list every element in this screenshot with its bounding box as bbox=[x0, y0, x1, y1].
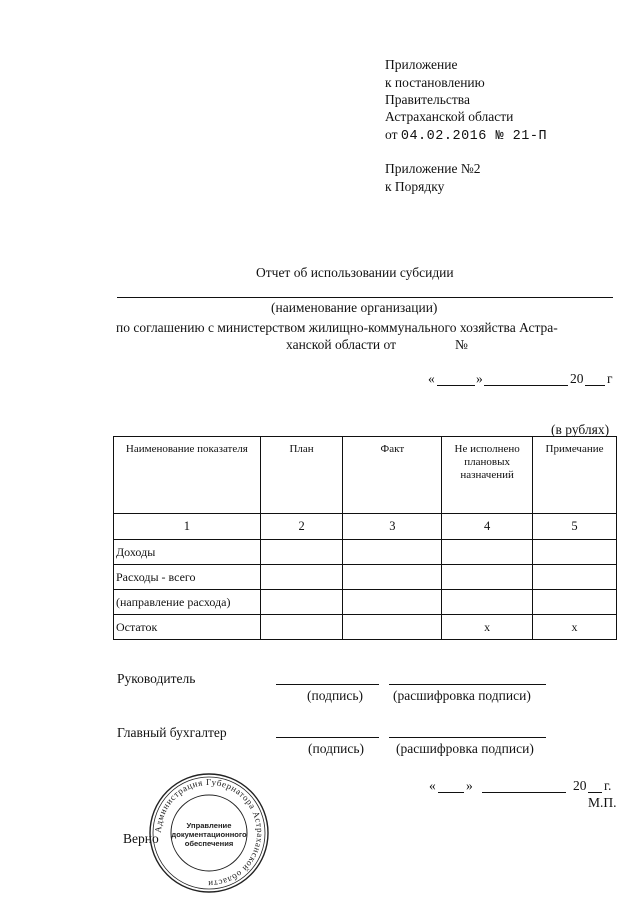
table-column-number: 2 bbox=[260, 514, 343, 540]
date-year-suffix: г bbox=[607, 371, 613, 386]
header-line-1: Приложение bbox=[385, 57, 458, 72]
table-header-cell: План bbox=[260, 437, 343, 514]
bottom-date-day-blank bbox=[438, 792, 464, 793]
stamp-center-line-2: документационного bbox=[171, 830, 247, 839]
table-cell bbox=[442, 565, 533, 590]
table-cell bbox=[533, 540, 617, 565]
date-day-blank bbox=[437, 385, 475, 386]
table-cell bbox=[442, 590, 533, 615]
table-column-number: 4 bbox=[442, 514, 533, 540]
table-header-cell: Не исполнено плановых назначений bbox=[442, 437, 533, 514]
date-year-blank bbox=[585, 385, 605, 386]
agreement-number-sign: № bbox=[455, 337, 468, 352]
date-month-blank bbox=[484, 385, 568, 386]
accountant-decode-line bbox=[389, 737, 546, 738]
row-label: (направление расхода) bbox=[114, 590, 261, 615]
bottom-date-year-blank bbox=[588, 792, 602, 793]
accountant-label: Главный бухгалтер bbox=[117, 725, 227, 740]
table-cell: х bbox=[533, 615, 617, 640]
table-cell bbox=[533, 565, 617, 590]
table-cell bbox=[343, 615, 442, 640]
date-close-quote: » bbox=[476, 371, 483, 386]
stamp-center-line-1: Управление bbox=[186, 821, 232, 830]
header-line-6: Приложение №2 bbox=[385, 161, 481, 176]
table-column-number: 1 bbox=[114, 514, 261, 540]
header-line-4: Астраханской области bbox=[385, 109, 514, 124]
row-label: Доходы bbox=[114, 540, 261, 565]
row-label: Остаток bbox=[114, 615, 261, 640]
table-column-number: 3 bbox=[343, 514, 442, 540]
units-note: (в рублях) bbox=[551, 422, 610, 437]
header-line-3: Правительства bbox=[385, 92, 470, 107]
table-row bbox=[114, 565, 617, 590]
stamp-center-line-3: обеспечения bbox=[184, 839, 234, 848]
table-cell bbox=[343, 565, 442, 590]
header-line-5 bbox=[385, 126, 547, 145]
header-date-prefix: от bbox=[385, 127, 398, 142]
table-cell bbox=[442, 540, 533, 565]
table-cell bbox=[343, 590, 442, 615]
bottom-date-suffix: г. bbox=[604, 778, 612, 793]
official-stamp bbox=[148, 772, 270, 894]
bottom-date-year-prefix: 20 bbox=[573, 778, 587, 793]
head-signature-line bbox=[276, 684, 379, 685]
accountant-signature-line bbox=[276, 737, 379, 738]
table-column-number: 5 bbox=[533, 514, 617, 540]
bottom-date-month-blank bbox=[482, 792, 566, 793]
report-title: Отчет об использовании субсидии bbox=[256, 265, 454, 280]
agreement-line-1: по соглашению с министерством жилищно-коммунального хозяйства Астра- bbox=[116, 320, 558, 335]
stamp-ring-text: Администрация Губернатора Астраханской области bbox=[152, 776, 266, 890]
head-decode-caption: (расшифровка подписи) bbox=[393, 688, 531, 703]
agreement-line-2: ханской области от bbox=[286, 337, 396, 352]
head-decode-line bbox=[389, 684, 546, 685]
table-row bbox=[114, 590, 617, 615]
table-cell bbox=[533, 590, 617, 615]
table-cell bbox=[260, 615, 343, 640]
table-row bbox=[114, 540, 617, 565]
table-cell bbox=[260, 590, 343, 615]
org-name-line bbox=[117, 297, 613, 298]
bottom-date-close-quote: » bbox=[466, 778, 473, 793]
header-line-7: к Порядку bbox=[385, 179, 445, 194]
accountant-decode-caption: (расшифровка подписи) bbox=[396, 741, 534, 756]
table-number-row bbox=[114, 514, 617, 540]
head-sign-caption: (подпись) bbox=[307, 688, 364, 703]
accountant-sign-caption: (подпись) bbox=[308, 741, 365, 756]
table-header-cell: Факт bbox=[343, 437, 442, 514]
table-header-cell: Наименование показателя bbox=[114, 437, 261, 514]
table-row bbox=[114, 615, 617, 640]
bottom-date-open-quote: « bbox=[429, 778, 436, 793]
org-name-caption: (наименование организации) bbox=[271, 300, 438, 315]
table-cell: х bbox=[442, 615, 533, 640]
header-date-handwritten: 04.02.2016 № 21-П bbox=[400, 129, 548, 144]
table-cell bbox=[260, 565, 343, 590]
date-year-prefix: 20 bbox=[570, 371, 584, 386]
table-header-row bbox=[114, 437, 617, 514]
table-cell bbox=[260, 540, 343, 565]
row-label: Расходы - всего bbox=[114, 565, 261, 590]
header-line-2: к постановлению bbox=[385, 75, 485, 90]
head-label: Руководитель bbox=[117, 671, 196, 686]
certified-label: Верно bbox=[123, 831, 159, 846]
date-open-quote: « bbox=[428, 371, 435, 386]
report-table bbox=[113, 436, 617, 640]
table-header-cell: Примечание bbox=[533, 437, 617, 514]
table-cell bbox=[343, 540, 442, 565]
seal-place-mark: М.П. bbox=[588, 795, 617, 810]
